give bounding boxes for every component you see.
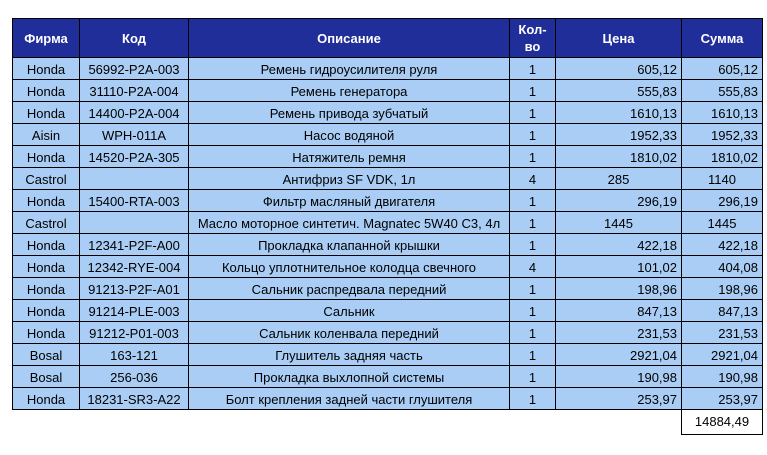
cell-price: 847,13 <box>556 300 682 322</box>
cell-price: 285 <box>556 168 682 190</box>
cell-description: Фильтр масляный двигателя <box>189 190 510 212</box>
table-row <box>13 234 763 256</box>
cell-sum: 198,96 <box>682 278 763 300</box>
total-row <box>13 410 763 435</box>
cell-firm: Bosal <box>13 366 80 388</box>
cell-price: 555,83 <box>556 80 682 102</box>
table-row <box>13 212 763 234</box>
cell-quantity: 4 <box>510 256 556 278</box>
cell-sum: 296,19 <box>682 190 763 212</box>
cell-price: 1445 <box>556 212 682 234</box>
cell-quantity: 4 <box>510 168 556 190</box>
cell-firm: Honda <box>13 322 80 344</box>
table-row <box>13 300 763 322</box>
cell-quantity: 1 <box>510 278 556 300</box>
table-row <box>13 322 763 344</box>
table-row <box>13 146 763 168</box>
parts-table-wrapper <box>12 18 763 435</box>
cell-description: Антифриз SF VDK, 1л <box>189 168 510 190</box>
cell-sum: 2921,04 <box>682 344 763 366</box>
cell-description: Сальник коленвала передний <box>189 322 510 344</box>
header-quantity-line2: во <box>524 39 541 54</box>
header-firm: Фирма <box>13 19 80 58</box>
cell-quantity: 1 <box>510 322 556 344</box>
cell-sum: 605,12 <box>682 58 763 80</box>
table-row <box>13 58 763 80</box>
cell-code: 91212-P01-003 <box>80 322 189 344</box>
cell-price: 101,02 <box>556 256 682 278</box>
cell-sum: 231,53 <box>682 322 763 344</box>
cell-firm: Castrol <box>13 212 80 234</box>
cell-quantity: 1 <box>510 234 556 256</box>
cell-description: Ремень генератора <box>189 80 510 102</box>
header-sum: Сумма <box>682 19 763 58</box>
cell-description: Прокладка выхлопной системы <box>189 366 510 388</box>
cell-sum: 404,08 <box>682 256 763 278</box>
cell-code: 14400-P2A-004 <box>80 102 189 124</box>
cell-description: Сальник распредвала передний <box>189 278 510 300</box>
cell-sum: 1810,02 <box>682 146 763 168</box>
cell-quantity: 1 <box>510 190 556 212</box>
cell-price: 198,96 <box>556 278 682 300</box>
cell-description: Насос водяной <box>189 124 510 146</box>
cell-quantity: 1 <box>510 366 556 388</box>
cell-firm: Castrol <box>13 168 80 190</box>
cell-price: 296,19 <box>556 190 682 212</box>
header-price: Цена <box>556 19 682 58</box>
cell-code: 12342-RYE-004 <box>80 256 189 278</box>
cell-code: 163-121 <box>80 344 189 366</box>
cell-sum: 555,83 <box>682 80 763 102</box>
cell-description: Масло моторное синтетич. Magnatec 5W40 C3, 4л <box>189 212 510 234</box>
table-row <box>13 190 763 212</box>
table-header-row <box>13 19 763 58</box>
table-row <box>13 388 763 410</box>
cell-firm: Honda <box>13 278 80 300</box>
cell-description: Глушитель задняя часть <box>189 344 510 366</box>
cell-price: 253,97 <box>556 388 682 410</box>
total-spacer <box>13 410 682 435</box>
table-row <box>13 80 763 102</box>
cell-price: 231,53 <box>556 322 682 344</box>
cell-quantity: 1 <box>510 80 556 102</box>
cell-quantity: 1 <box>510 58 556 80</box>
cell-firm: Honda <box>13 388 80 410</box>
table-row <box>13 344 763 366</box>
table-row <box>13 278 763 300</box>
header-quantity-line1: Кол- <box>518 22 547 37</box>
cell-sum: 422,18 <box>682 234 763 256</box>
cell-code: 31110-P2A-004 <box>80 80 189 102</box>
cell-firm: Aisin <box>13 124 80 146</box>
cell-quantity: 1 <box>510 102 556 124</box>
cell-firm: Honda <box>13 58 80 80</box>
cell-quantity: 1 <box>510 146 556 168</box>
cell-description: Ремень привода зубчатый <box>189 102 510 124</box>
cell-firm: Bosal <box>13 344 80 366</box>
table-row <box>13 256 763 278</box>
cell-sum: 253,97 <box>682 388 763 410</box>
cell-sum: 847,13 <box>682 300 763 322</box>
cell-code: 91214-PLE-003 <box>80 300 189 322</box>
parts-table <box>12 18 763 435</box>
cell-description: Сальник <box>189 300 510 322</box>
cell-code: 12341-P2F-A00 <box>80 234 189 256</box>
cell-quantity: 1 <box>510 124 556 146</box>
cell-code: 256-036 <box>80 366 189 388</box>
cell-quantity: 1 <box>510 344 556 366</box>
cell-price: 605,12 <box>556 58 682 80</box>
cell-price: 1952,33 <box>556 124 682 146</box>
cell-code: WPH-011A <box>80 124 189 146</box>
cell-price: 190,98 <box>556 366 682 388</box>
cell-price: 1610,13 <box>556 102 682 124</box>
cell-firm: Honda <box>13 146 80 168</box>
table-row <box>13 124 763 146</box>
header-quantity <box>510 19 556 58</box>
cell-description: Натяжитель ремня <box>189 146 510 168</box>
cell-code <box>80 212 189 234</box>
cell-sum: 1610,13 <box>682 102 763 124</box>
cell-price: 1810,02 <box>556 146 682 168</box>
grand-total: 14884,49 <box>682 410 763 435</box>
cell-firm: Honda <box>13 102 80 124</box>
cell-price: 2921,04 <box>556 344 682 366</box>
cell-price: 422,18 <box>556 234 682 256</box>
cell-description: Болт крепления задней части глушителя <box>189 388 510 410</box>
header-code: Код <box>80 19 189 58</box>
table-row <box>13 366 763 388</box>
cell-sum: 1140 <box>682 168 763 190</box>
cell-description: Ремень гидроусилителя руля <box>189 58 510 80</box>
cell-quantity: 1 <box>510 388 556 410</box>
cell-firm: Honda <box>13 234 80 256</box>
table-row <box>13 102 763 124</box>
cell-quantity: 1 <box>510 212 556 234</box>
table-row <box>13 168 763 190</box>
cell-code <box>80 168 189 190</box>
cell-code: 15400-RTA-003 <box>80 190 189 212</box>
cell-code: 14520-P2A-305 <box>80 146 189 168</box>
cell-firm: Honda <box>13 256 80 278</box>
cell-description: Прокладка клапанной крышки <box>189 234 510 256</box>
cell-quantity: 1 <box>510 300 556 322</box>
cell-firm: Honda <box>13 190 80 212</box>
cell-sum: 1952,33 <box>682 124 763 146</box>
cell-sum: 1445 <box>682 212 763 234</box>
cell-firm: Honda <box>13 300 80 322</box>
cell-code: 56992-P2A-003 <box>80 58 189 80</box>
header-description: Описание <box>189 19 510 58</box>
cell-code: 18231-SR3-A22 <box>80 388 189 410</box>
cell-firm: Honda <box>13 80 80 102</box>
cell-sum: 190,98 <box>682 366 763 388</box>
cell-description: Кольцо уплотнительное колодца свечного <box>189 256 510 278</box>
cell-code: 91213-P2F-A01 <box>80 278 189 300</box>
